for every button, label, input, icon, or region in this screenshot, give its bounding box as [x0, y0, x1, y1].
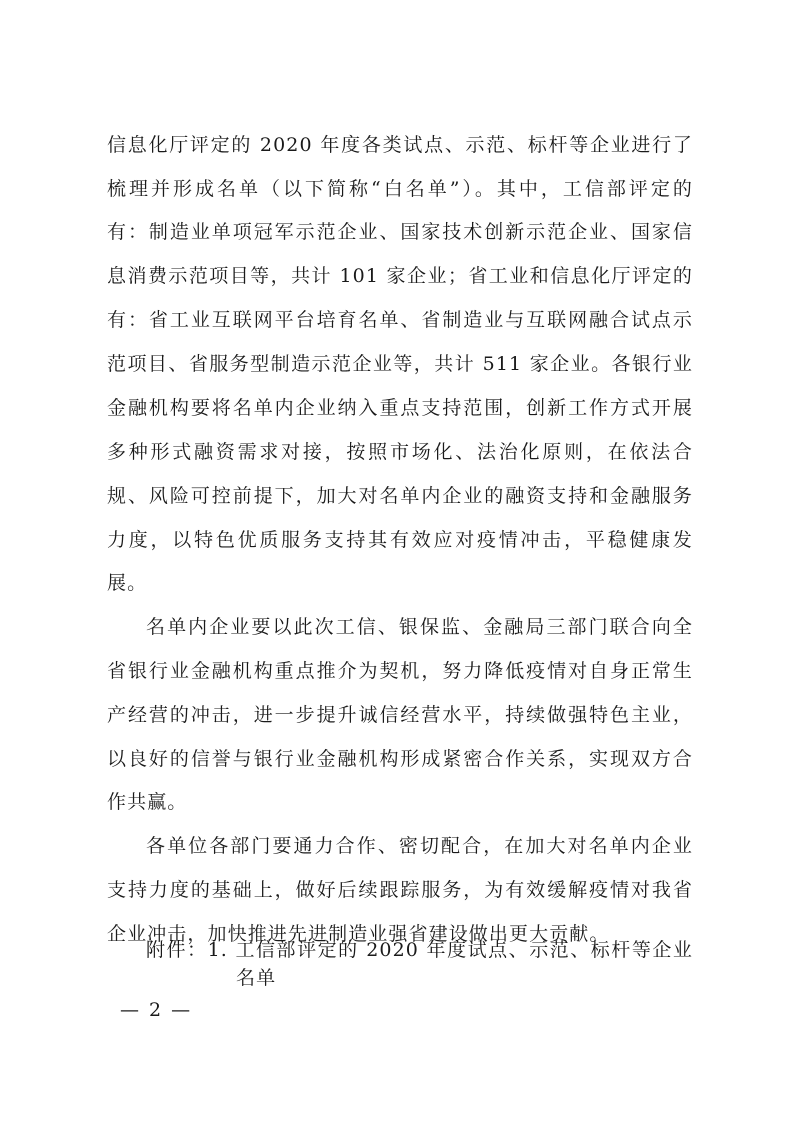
paragraph-line: 规、风险可控前提下，加大对名单内企业的融资支持和金融服务 [107, 485, 693, 507]
paragraph-line: 展。 [107, 572, 148, 594]
paragraph-line: 金融机构要将名单内企业纳入重点支持范围，创新工作方式开展 [107, 397, 693, 419]
paragraph-line: 产经营的冲击，进一步提升诚信经营水平，持续做强特色主业， [107, 704, 693, 726]
paragraph-line: 以良好的信誉与银行业金融机构形成紧密合作关系，实现双方合 [107, 748, 693, 770]
paragraph-line: 作共赢。 [107, 791, 188, 813]
attachment-item-continued: 名单 [236, 967, 277, 989]
paragraph-line: 名单内企业要以此次工信、银保监、金融局三部门联合向全 [146, 616, 693, 638]
paragraph-line: 力度，以特色优质服务支持其有效应对疫情冲击，平稳健康发 [107, 529, 693, 551]
paragraph-line: 梳理并形成名单（以下简称“白名单”）。其中，工信部评定的 [107, 178, 693, 200]
paragraph-line: 支持力度的基础上，做好后续跟踪服务，为有效缓解疫情对我省 [107, 879, 693, 901]
attachment-item: 附件：1. 工信部评定的 2020 年度试点、示范、标杆等企业 [146, 939, 693, 961]
page-number: — 2 — [120, 999, 193, 1021]
paragraph-line: 信息化厅评定的 2020 年度各类试点、示范、标杆等企业进行了 [107, 134, 693, 156]
paragraph-line: 有：省工业互联网平台培育名单、省制造业与互联网融合试点示 [107, 309, 693, 331]
paragraph-line: 范项目、省服务型制造示范企业等，共计 511 家企业。各银行业 [107, 353, 693, 375]
paragraph-line: 多种形式融资需求对接，按照市场化、法治化原则，在依法合 [107, 441, 693, 463]
paragraph-line: 息消费示范项目等，共计 101 家企业；省工业和信息化厅评定的 [107, 265, 693, 287]
paragraph-line: 各单位各部门要通力合作、密切配合，在加大对名单内企业 [146, 835, 693, 857]
paragraph-line: 有：制造业单项冠军示范企业、国家技术创新示范企业、国家信 [107, 221, 693, 243]
paragraph-line: 企业冲击，加快推进先进制造业强省建设做出更大贡献。 [107, 923, 610, 945]
paragraph-line: 省银行业金融机构重点推介为契机，努力降低疫情对自身正常生 [107, 660, 693, 682]
